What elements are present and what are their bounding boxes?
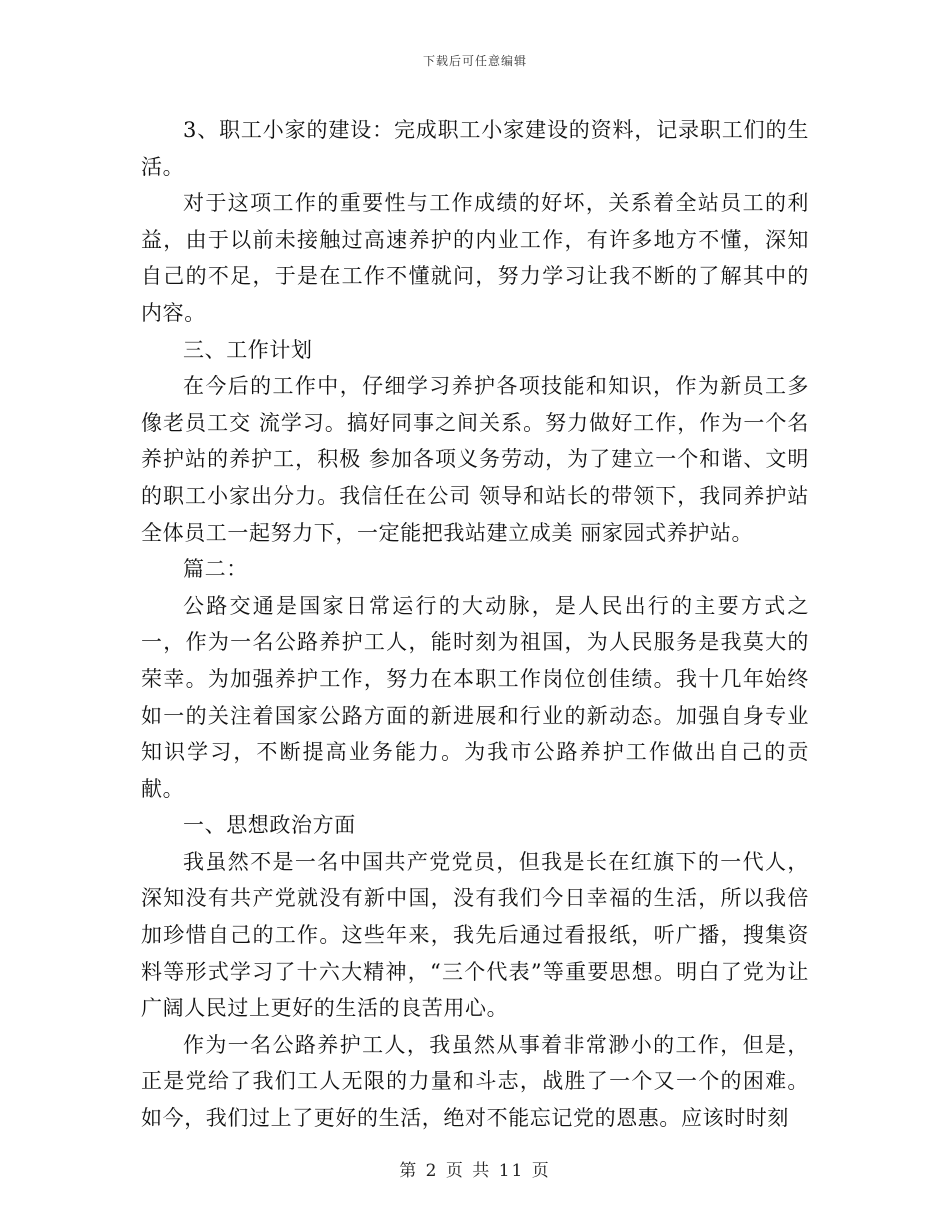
paragraph: 对于这项工作的重要性与工作成绩的好坏，关系着全站员工的利益，由于以前未接触过高速养护的内业工作，有许多地方不懂，深知自己的不足，于是在工作不懂就问，努力学习让我不断的了解其中的内容。	[141, 191, 809, 325]
document-body	[141, 112, 809, 1137]
section-heading: 一、思想政治方面	[183, 813, 356, 838]
paragraph: 作为一名公路养护工人，我虽然从事着非常渺小的工作，但是，正是党给了我们工人无限的力量和斗志，战胜了一个又一个的困难。如今，我们过上了更好的生活，绝对不能忘记党的恩惠。应该时时刻	[141, 1032, 809, 1131]
paragraph: 我虽然不是一名中国共产党党员，但我是长在红旗下的一代人，深知没有共产党就没有新中国，没有我们今日幸福的生活，所以我倍加珍惜自己的工作。这些年来，我先后通过看报纸，听广播，搜集资料等形式学习了十六大精神，“三个代表”等重要思想。明白了党为让广阔人民过上更好的生活的良苦用心。	[141, 849, 809, 1021]
paragraph: 3、职工小家的建设：完成职工小家建设的资料，记录职工们的生活。	[141, 118, 809, 179]
section-heading: 三、工作计划	[183, 337, 313, 362]
paragraph: 公路交通是国家日常运行的大动脉，是人民出行的主要方式之一，作为一名公路养护工人，能时刻为祖国，为人民服务是我莫大的荣幸。为加强养护工作，努力在本职工作岗位创佳绩。我十几年始终如一的关注着国家公路方面的新进展和行业的新动态。加强自身专业知识学习，不断提高业务能力。为我市公路养护工作做出自己的贡献。	[141, 593, 809, 801]
paragraph: 在今后的工作中，仔细学习养护各项技能和知识，作为新员工多像老员工交 流学习。搞好同事之间关系。努力做好工作，作为一个名养护站的养护工，积极 参加各项义务劳动，为了建立一个和谐、文明的职工小家出分力。我信任在公司 领导和站长的带领下，我同养护站全体员工一起努力下，一定能把我站建立成美 丽家园式养护站。	[141, 374, 809, 545]
page-header: 下载后可任意编辑	[422, 54, 527, 68]
page-footer: 第 2 页 共 11 页	[399, 1161, 551, 1181]
section-heading: 篇二：	[183, 557, 248, 582]
